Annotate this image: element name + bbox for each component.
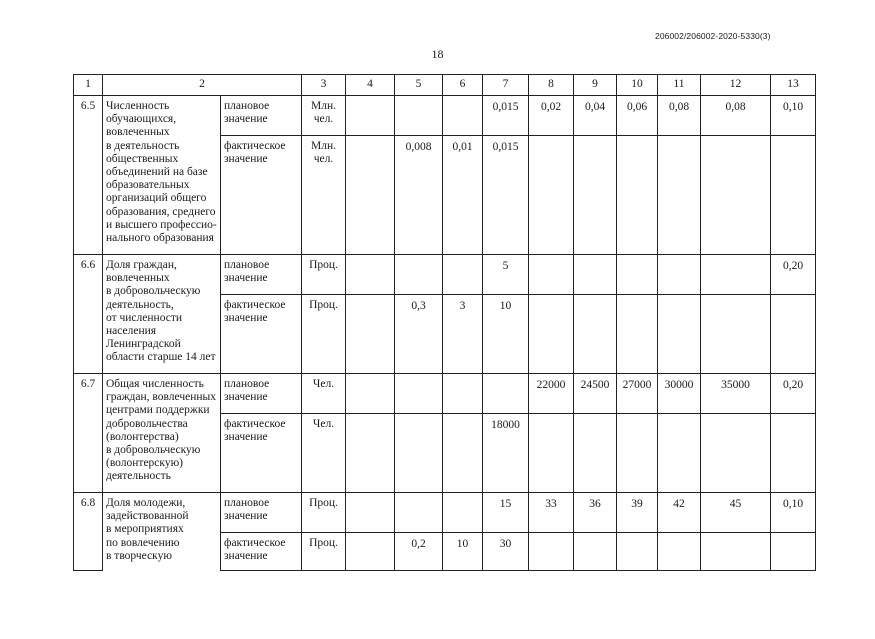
indicator-name: Численность обучающихся, вовлеченных в деятельность общественных объединений на базе образовательных организаций общего образования, среднего и высшего профессио- нального образования [103, 96, 221, 255]
table-row [74, 493, 816, 533]
column-header: 10 [617, 75, 658, 96]
value-cell: 0,02 [529, 96, 574, 136]
value-cell [529, 414, 574, 493]
value-cell [574, 414, 617, 493]
value-cell [443, 374, 483, 414]
value-cell [346, 136, 395, 255]
unit-cell: Проц. [302, 295, 346, 374]
value-cell [346, 374, 395, 414]
value-cell [346, 493, 395, 533]
column-header: 11 [658, 75, 701, 96]
column-header: 3 [302, 75, 346, 96]
value-cell: 0,20 [771, 255, 816, 295]
unit-cell: Млн. чел. [302, 136, 346, 255]
table-row [74, 96, 816, 136]
value-type-cell: плановое значение [221, 255, 302, 295]
value-cell [483, 374, 529, 414]
value-cell: 0,015 [483, 96, 529, 136]
value-cell: 33 [529, 493, 574, 533]
value-cell: 10 [483, 295, 529, 374]
column-header: 9 [574, 75, 617, 96]
value-cell [701, 136, 771, 255]
value-cell: 0,3 [395, 295, 443, 374]
column-header: 4 [346, 75, 395, 96]
value-cell [395, 414, 443, 493]
column-header: 13 [771, 75, 816, 96]
value-cell: 0,01 [443, 136, 483, 255]
value-cell: 0,008 [395, 136, 443, 255]
column-header: 6 [443, 75, 483, 96]
value-cell [574, 533, 617, 571]
indicator-code: 6.7 [74, 374, 103, 493]
value-type-cell: фактическое значение [221, 295, 302, 374]
value-type-cell: фактическое значение [221, 136, 302, 255]
value-cell [701, 255, 771, 295]
value-cell: 0,10 [771, 493, 816, 533]
unit-cell: Млн. чел. [302, 96, 346, 136]
value-cell [771, 533, 816, 571]
column-header: 7 [483, 75, 529, 96]
column-header: 5 [395, 75, 443, 96]
value-type-cell: плановое значение [221, 374, 302, 414]
table-row [74, 374, 816, 414]
value-cell: 18000 [483, 414, 529, 493]
value-cell: 35000 [701, 374, 771, 414]
value-cell: 0,015 [483, 136, 529, 255]
value-cell [771, 295, 816, 374]
value-cell [658, 533, 701, 571]
value-cell: 10 [443, 533, 483, 571]
value-cell: 27000 [617, 374, 658, 414]
indicator-code: 6.5 [74, 96, 103, 255]
value-cell: 0,06 [617, 96, 658, 136]
value-cell [443, 493, 483, 533]
indicator-name: Общая численность граждан, вовлеченных центрами поддержки добровольчества (волонтерства) в добровольческую (волонтерскую) деятельность [103, 374, 221, 493]
value-cell: 36 [574, 493, 617, 533]
value-cell: 22000 [529, 374, 574, 414]
value-cell [529, 136, 574, 255]
value-cell [771, 414, 816, 493]
value-cell [346, 533, 395, 571]
value-cell: 0,08 [701, 96, 771, 136]
value-cell: 0,10 [771, 96, 816, 136]
value-cell [658, 255, 701, 295]
indicator-code: 6.6 [74, 255, 103, 374]
value-cell [617, 136, 658, 255]
value-cell: 42 [658, 493, 701, 533]
value-cell: 0,20 [771, 374, 816, 414]
column-header: 8 [529, 75, 574, 96]
value-type-cell: фактическое значение [221, 533, 302, 571]
value-cell [617, 414, 658, 493]
value-cell [701, 533, 771, 571]
value-cell [529, 533, 574, 571]
value-cell: 45 [701, 493, 771, 533]
value-cell [529, 295, 574, 374]
value-cell [529, 255, 574, 295]
value-cell [771, 136, 816, 255]
unit-cell: Проц. [302, 255, 346, 295]
unit-cell: Проц. [302, 533, 346, 571]
value-cell [574, 136, 617, 255]
value-cell: 30000 [658, 374, 701, 414]
value-cell: 0,08 [658, 96, 701, 136]
value-cell [574, 255, 617, 295]
column-header: 12 [701, 75, 771, 96]
value-cell [617, 295, 658, 374]
value-cell: 3 [443, 295, 483, 374]
value-cell: 24500 [574, 374, 617, 414]
indicator-name: Доля молодежи, задействованной в мероприятиях по вовлечению в творческую [103, 493, 221, 571]
indicators-table [73, 74, 816, 571]
value-cell [574, 295, 617, 374]
value-cell: 0,2 [395, 533, 443, 571]
value-type-cell: плановое значение [221, 96, 302, 136]
value-cell [395, 374, 443, 414]
value-cell: 0,04 [574, 96, 617, 136]
value-type-cell: фактическое значение [221, 414, 302, 493]
column-header: 2 [103, 75, 302, 96]
value-cell [443, 414, 483, 493]
unit-cell: Проц. [302, 493, 346, 533]
indicator-name: Доля граждан, вовлеченных в добровольческую деятельность, от численности населения Ленинградской области старше 14 лет [103, 255, 221, 374]
unit-cell: Чел. [302, 374, 346, 414]
value-cell: 39 [617, 493, 658, 533]
value-type-cell: плановое значение [221, 493, 302, 533]
value-cell [701, 295, 771, 374]
value-cell [658, 136, 701, 255]
unit-cell: Чел. [302, 414, 346, 493]
value-cell: 5 [483, 255, 529, 295]
value-cell [443, 255, 483, 295]
value-cell: 15 [483, 493, 529, 533]
table-header-row [74, 75, 816, 96]
value-cell [395, 493, 443, 533]
value-cell [443, 96, 483, 136]
value-cell: 30 [483, 533, 529, 571]
value-cell [701, 414, 771, 493]
page-number: 18 [431, 47, 444, 61]
column-header: 1 [74, 75, 103, 96]
document-id: 206002/206002-2020-5330(3) [655, 31, 771, 41]
value-cell [395, 96, 443, 136]
value-cell [346, 295, 395, 374]
value-cell [346, 255, 395, 295]
table-row [74, 255, 816, 295]
indicator-code: 6.8 [74, 493, 103, 571]
value-cell [617, 255, 658, 295]
value-cell [346, 414, 395, 493]
value-cell [346, 96, 395, 136]
value-cell [658, 295, 701, 374]
value-cell [658, 414, 701, 493]
value-cell [395, 255, 443, 295]
value-cell [617, 533, 658, 571]
